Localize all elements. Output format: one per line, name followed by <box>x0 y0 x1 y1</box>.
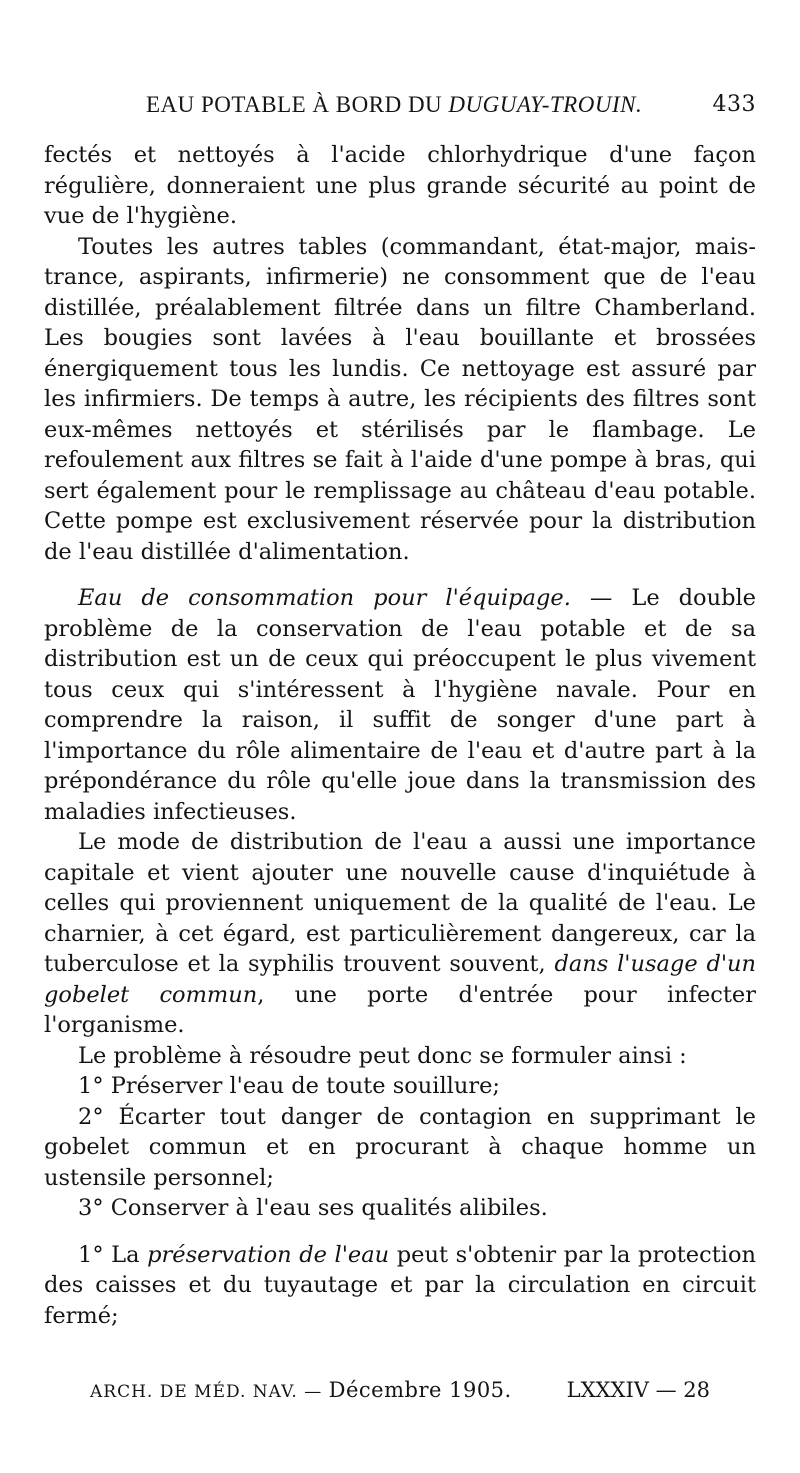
paragraph: Toutes les autres tables (commandant, état-major, maistrance, aspirants, infirmerie) ne consomment que de l'eau distillée, préalablement filtrée dans un filtre Chamberland. Les bougies sont lavées à l'eau bouillante et brossées énergiquement tous les lundis. Ce nettoyage est assuré par les infirmiers. De temps à autre, les récipients des filtres sont eux-mêmes nettoyés et stérilisés par le flambage. Le refoulement aux filtres se fait à l'aide d'une pompe à bras, qui sert également pour le remplissage au château d'eau potable. Cette pompe est exclusivement réservée pour la distribution de l'eau distillée d'alimentation. <box>44 233 756 565</box>
paragraph-text: Le mode de distribution de l'eau a aussi une importance capitale et vient ajouter une nouvelle cause d'inquiétude à celles qui proviennent uniquement de la qualité de l'eau. Le charnier, à cet égard, est particulièrement dangereux, car la tuberculose et la syphilis trouvent souvent, <box>44 829 756 977</box>
page-footer <box>90 1378 710 1408</box>
journal-name: ARCH. DE MÉD. NAV. — <box>90 1382 329 1402</box>
running-title-ship: DUGUAY-TROUIN. <box>448 92 643 117</box>
paragraph <box>44 1240 756 1332</box>
running-header <box>46 92 756 126</box>
list-item: 3° Conserver à l'eau ses qualités alibiles. <box>78 1195 548 1221</box>
journal-reference <box>90 1378 512 1402</box>
paragraph-text: — Le double problème de la conservation de l'eau potable et de sa distribution est un de ceux qui préoccupent le plus vivement tous ceux qui s'intéressent à l'hygiène navale. Pour en comprendre la raison, il suffit de songer d'une part à l'importance du rôle alimentaire de l'eau et d'autre part à la prépondérance du rôle qu'elle joue dans la transmission des maladies infectieuses. <box>44 585 756 825</box>
volume-signature: LXXXIV — 28 <box>566 1378 710 1402</box>
paragraph-text: 1° La <box>78 1241 148 1268</box>
paragraph-text: , une porte d'entrée pour infecter l'organisme. <box>44 981 756 1038</box>
paragraph: Le problème à résoudre peut donc se formuler ainsi : <box>78 1042 687 1069</box>
running-title-text: EAU POTABLE À BORD DU <box>146 92 449 117</box>
paragraph <box>44 827 756 1041</box>
paragraph: fectés et nettoyés à l'acide chlorhydrique d'une façon régulière, donneraient une plus grande sécurité au point de vue de l'hygiène. <box>44 142 756 229</box>
running-title <box>146 92 642 118</box>
emphasis: préservation de l'eau <box>147 1241 390 1268</box>
page-number: 433 <box>712 92 756 117</box>
paragraph <box>44 583 756 827</box>
section-heading: Eau de consommation pour l'équipage. <box>78 585 571 611</box>
list-item: 2° Écarter tout danger de contagion en supprimant le gobelet commun et en procurant à chaque homme un ustensile personnel; <box>44 1103 756 1191</box>
issue-date: Décembre 1905. <box>328 1378 512 1402</box>
paragraph-text: peut s'obtenir par la protection des caisses et du tuyautage et par la circulation en circuit fermé; <box>44 1241 756 1329</box>
list-item: 1° Préserver l'eau de toute souillure; <box>78 1073 501 1099</box>
body-text <box>44 140 756 1331</box>
emphasis: dans l'usage d'un gobelet commun <box>44 951 757 1008</box>
